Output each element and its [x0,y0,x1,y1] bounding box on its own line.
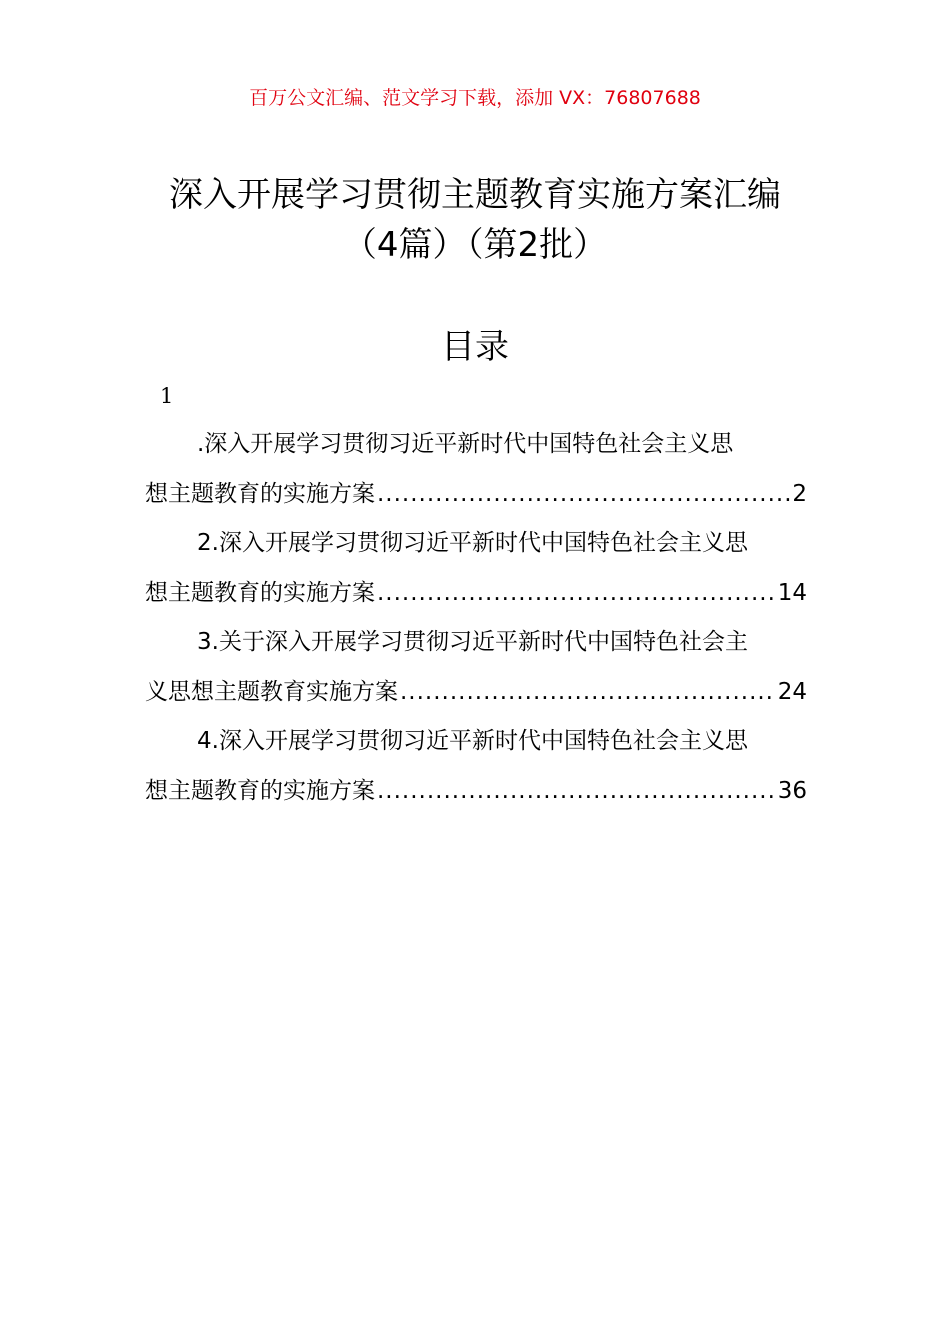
toc-page-number: 36 [777,777,807,804]
toc-page-number: 14 [777,579,807,606]
toc-entry-title-line-2: 义思想主题教育实施方案 [145,678,398,705]
toc-entry-title-line-2: 想主题教育的实施方案 [145,777,375,804]
document-title-line-2: （4篇）（第2批） [342,225,608,265]
document-title [80,170,870,270]
toc-entry-title-line-2: 想主题教育的实施方案 [145,480,375,507]
toc-page-number: 24 [777,678,807,705]
watermark-header: 百万公文汇编、范文学习下载，添加 VX：76807688 [249,87,701,109]
toc-heading: 目录 [441,327,509,367]
toc-leader-dots [377,470,790,520]
toc-entry-title-line-2: 想主题教育的实施方案 [145,579,375,606]
toc-entry-2[interactable] [145,519,807,618]
toc-stray-number: 1 [160,384,174,408]
toc-leader-dots [377,569,776,619]
toc-leader-dots [377,767,776,817]
toc-entry-3[interactable] [145,618,807,717]
toc-entry-title-line-1: 2.深入开展学习贯彻习近平新时代中国特色社会主义思 [197,530,748,556]
toc-entry-1[interactable] [145,420,807,519]
toc-leader-dots [400,668,776,718]
toc-entry-title-line-1: 3.关于深入开展学习贯彻习近平新时代中国特色社会主 [197,629,748,655]
toc-entry-title-line-1: .深入开展学习贯彻习近平新时代中国特色社会主义思 [197,431,734,457]
document-title-line-1: 深入开展学习贯彻主题教育实施方案汇编 [169,175,781,215]
table-of-contents [145,420,807,816]
toc-entry-title-line-1: 4.深入开展学习贯彻习近平新时代中国特色社会主义思 [197,728,748,754]
toc-entry-4[interactable] [145,717,807,816]
toc-page-number: 2 [792,480,807,507]
